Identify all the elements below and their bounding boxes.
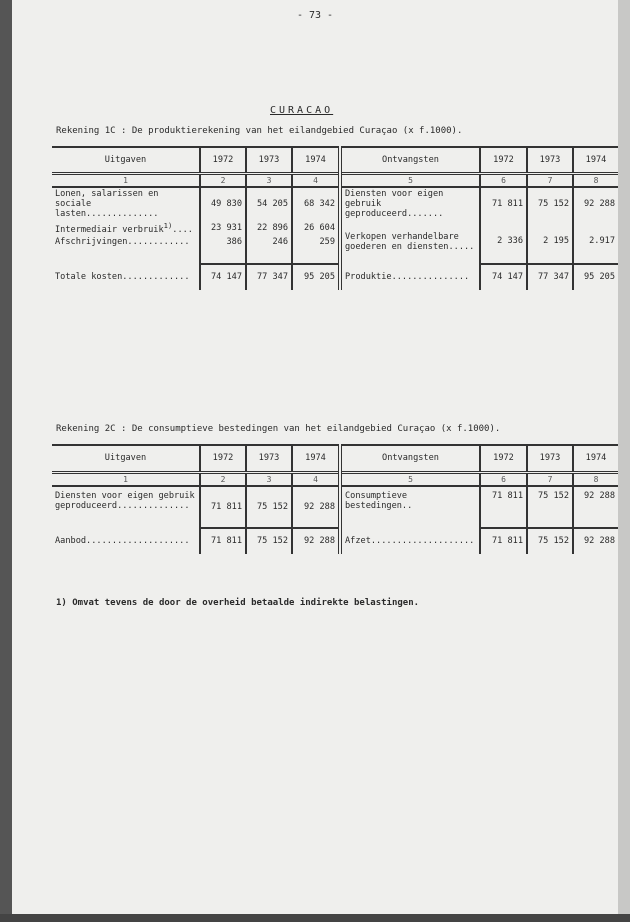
cell-value: 2.917 <box>573 220 618 264</box>
row-label: Lonen, salarissen en sociale lasten.............. <box>55 188 159 219</box>
cell-value: 54 205 <box>246 187 292 220</box>
column-number-row <box>52 173 618 187</box>
scan-left-edge <box>0 0 12 922</box>
total-value: 74 147 <box>200 264 246 290</box>
total-value: 92 288 <box>292 528 340 554</box>
col-number: 5 <box>340 472 480 486</box>
col-number: 8 <box>573 173 618 187</box>
cell-value: 92 288 <box>573 486 618 528</box>
header-row <box>52 147 618 173</box>
row-label: Diensten voor eigen gebruik geproduceerd....... <box>340 187 480 220</box>
page-number: - 73 - <box>296 10 334 21</box>
cell-value: 68 342 <box>292 187 340 220</box>
section-title: CURACAO <box>270 105 334 116</box>
cell-value: 71 811 <box>480 486 527 528</box>
row-label-text: Intermediair verbruik <box>55 224 164 235</box>
col-number: 6 <box>480 173 527 187</box>
header-1974: 1974 <box>573 147 618 173</box>
col-number: 3 <box>246 173 292 187</box>
row-label: Diensten voor eigen gebruik geproduceerd.............. <box>55 490 195 511</box>
col-number: 7 <box>527 472 573 486</box>
total-value: 92 288 <box>573 528 618 554</box>
header-1972: 1972 <box>480 445 527 472</box>
header-1974: 1974 <box>292 147 340 173</box>
col-number: 1 <box>52 173 200 187</box>
cell-value: 71 811 <box>200 486 246 528</box>
total-value: 95 205 <box>573 264 618 290</box>
total-label: Produktie............... <box>340 264 480 290</box>
cell-value: 26 604 <box>292 220 340 236</box>
total-label: Totale kosten............. <box>55 271 190 282</box>
row-label: Afschrijvingen............ <box>55 236 190 247</box>
table1-caption: Rekening 1C : De produktierekening van het eilandgebied Curaçao (x f.1000). <box>56 126 463 136</box>
col-number: 1 <box>52 472 200 486</box>
cell-value: 75 152 <box>527 187 573 220</box>
consumption-account-table <box>52 444 618 554</box>
table-row <box>52 220 618 236</box>
total-row <box>52 528 618 554</box>
header-1973: 1973 <box>527 147 573 173</box>
col-number: 4 <box>292 173 340 187</box>
col-number: 7 <box>527 173 573 187</box>
cell-value: 49 830 <box>200 187 246 220</box>
col-number: 2 <box>200 173 246 187</box>
total-value: 77 347 <box>527 264 573 290</box>
cell-value: 92 288 <box>292 486 340 528</box>
header-ontvangsten: Ontvangsten <box>340 445 480 472</box>
row-label <box>52 220 200 236</box>
header-1974: 1974 <box>292 445 340 472</box>
cell-value: 71 811 <box>480 187 527 220</box>
col-number: 8 <box>573 472 618 486</box>
scan-right-edge <box>618 0 630 922</box>
footnote: 1) Omvat tevens de door de overheid betaalde indirekte belastingen. <box>56 598 420 608</box>
table-row <box>52 187 618 220</box>
total-value: 71 811 <box>480 528 527 554</box>
total-label: Aanbod.................... <box>55 535 190 546</box>
footnote-marker: 1) <box>163 220 173 230</box>
leader-dots: .... <box>172 224 193 235</box>
table-row <box>52 486 618 528</box>
cell-value: 259 <box>292 236 340 264</box>
cell-value: 75 152 <box>527 486 573 528</box>
total-label: Afzet.................... <box>340 528 480 554</box>
header-1972: 1972 <box>200 147 246 173</box>
scan-bottom-edge <box>0 914 630 922</box>
cell-value: 246 <box>246 236 292 264</box>
col-number: 4 <box>292 472 340 486</box>
header-1973: 1973 <box>527 445 573 472</box>
total-value: 77 347 <box>246 264 292 290</box>
header-1972: 1972 <box>200 445 246 472</box>
header-row <box>52 445 618 472</box>
row-label: Verkopen verhandelbare goederen en diensten..... <box>340 220 480 264</box>
header-ontvangsten: Ontvangsten <box>340 147 480 173</box>
header-uitgaven: Uitgaven <box>52 445 200 472</box>
cell-value: 23 931 <box>200 220 246 236</box>
cell-value: 2 336 <box>480 220 527 264</box>
row-label: Consumptieve bestedingen.. <box>340 486 480 528</box>
total-value: 95 205 <box>292 264 340 290</box>
cell-value: 2 195 <box>527 220 573 264</box>
header-1974: 1974 <box>573 445 618 472</box>
total-value: 71 811 <box>200 528 246 554</box>
header-1972: 1972 <box>480 147 527 173</box>
header-1973: 1973 <box>246 445 292 472</box>
col-number: 6 <box>480 472 527 486</box>
total-value: 75 152 <box>527 528 573 554</box>
table2-caption: Rekening 2C : De consumptieve bestedingen van het eilandgebied Curaçao (x f.1000). <box>56 424 501 434</box>
cell-value: 22 896 <box>246 220 292 236</box>
total-row <box>52 264 618 290</box>
cell-value: 75 152 <box>246 486 292 528</box>
production-account-table <box>52 146 618 290</box>
cell-value: 386 <box>200 236 246 264</box>
header-1973: 1973 <box>246 147 292 173</box>
col-number: 5 <box>340 173 480 187</box>
total-value: 75 152 <box>246 528 292 554</box>
col-number: 2 <box>200 472 246 486</box>
col-number: 3 <box>246 472 292 486</box>
column-number-row <box>52 472 618 486</box>
cell-value: 92 288 <box>573 187 618 220</box>
header-uitgaven: Uitgaven <box>52 147 200 173</box>
total-value: 74 147 <box>480 264 527 290</box>
